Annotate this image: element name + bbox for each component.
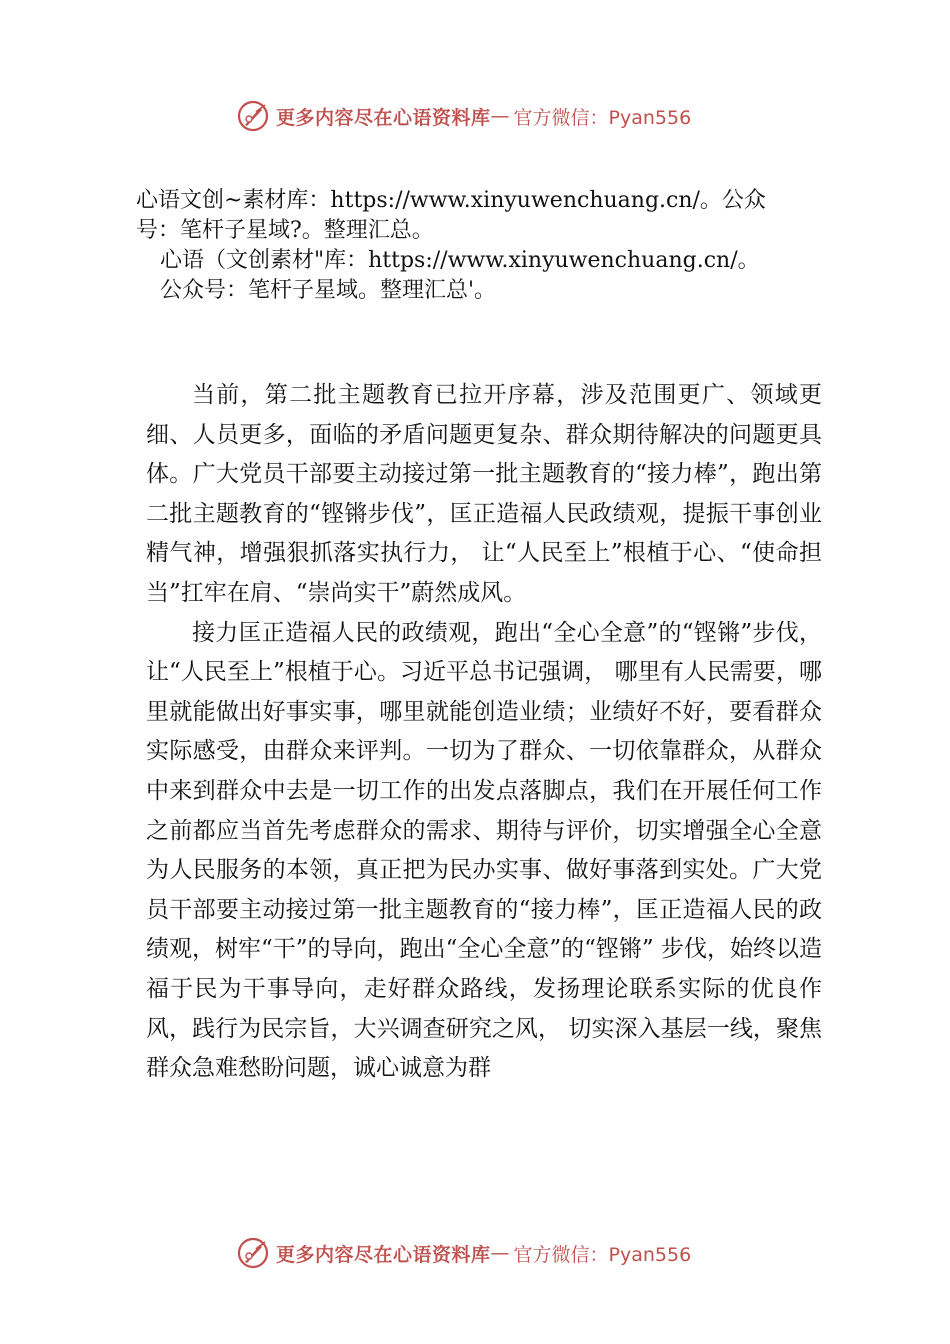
banner-separator: — bbox=[490, 105, 510, 127]
source-line-1: 心语文创~素材库：https://www.xinyuwenchuang.cn/。公众 bbox=[136, 188, 766, 213]
quill-logo-icon bbox=[236, 1236, 270, 1270]
paragraph-2: 接力匡正造福人民的政绩观，跑出“全心全意”的“铿锵”步伐，让“人民至上”根植于心。习近平总书记强调， 哪里有人民需要，哪里就能做出好事实事，哪里就能创造业绩；业绩好不好，要看群众实际感受，由群众来评判。一切为了群众、一切依靠群众，从群众中来到群众中去是一切工作的出发点落脚点，我们在开展任何工作之前都应当首先考虑群众的需求、期待与评价，切实增强全心全意为人民服务的本领，真正把为民办实事、做好事落到实处。广大党员干部要主动接过第一批主题教育的“接力棒”，匡正造福人民的政绩观，树牢“干”的导向，跑出“全心全意”的“铿锵” 步伐，始终以造福于民为干事导向，走好群众路线，发扬理论联系实际的优良作风，践行为民宗旨，大兴调查研究之风， 切实深入基层一线，聚焦群众急难愁盼问题，诚心诚意为群 bbox=[146, 619, 822, 1082]
banner-wechat-text: 官方微信：Pyan556 bbox=[513, 106, 692, 129]
paragraph-1: 当前，第二批主题教育已拉开序幕，涉及范围更广、领域更细、人员更多，面临的矛盾问题更复杂、群众期待解决的问题更具体。广大党员干部要主动接过第一批主题教育的“接力棒”，跑出第二批主题教育的“铿锵步伐”，匡正造福人民政绩观，提振干事创业精气神，增强狠抓落实执行力， 让“人民至上”根植于心、“使命担当”扛牢在肩、“崇尚实干”蔚然成风。 bbox=[146, 382, 822, 606]
source-line-4: 公众号：笔杆子星域。整理汇总'。 bbox=[160, 278, 497, 303]
banner-main-text: 更多内容尽在心语资料库 bbox=[276, 106, 491, 129]
header-banner bbox=[236, 96, 756, 136]
footer-wechat-text: 官方微信：Pyan556 bbox=[513, 1243, 692, 1266]
article-body bbox=[146, 376, 822, 1089]
footer-separator: — bbox=[490, 1242, 510, 1264]
quill-logo-icon bbox=[236, 99, 270, 133]
footer-banner bbox=[236, 1233, 756, 1273]
source-line-2: 号：笔杆子星域?。整理汇总。 bbox=[136, 218, 434, 243]
source-line-3: 心语（文创素材"库：https://www.xinyuwenchuang.cn/。 bbox=[160, 248, 760, 273]
footer-main-text: 更多内容尽在心语资料库 bbox=[276, 1243, 491, 1266]
